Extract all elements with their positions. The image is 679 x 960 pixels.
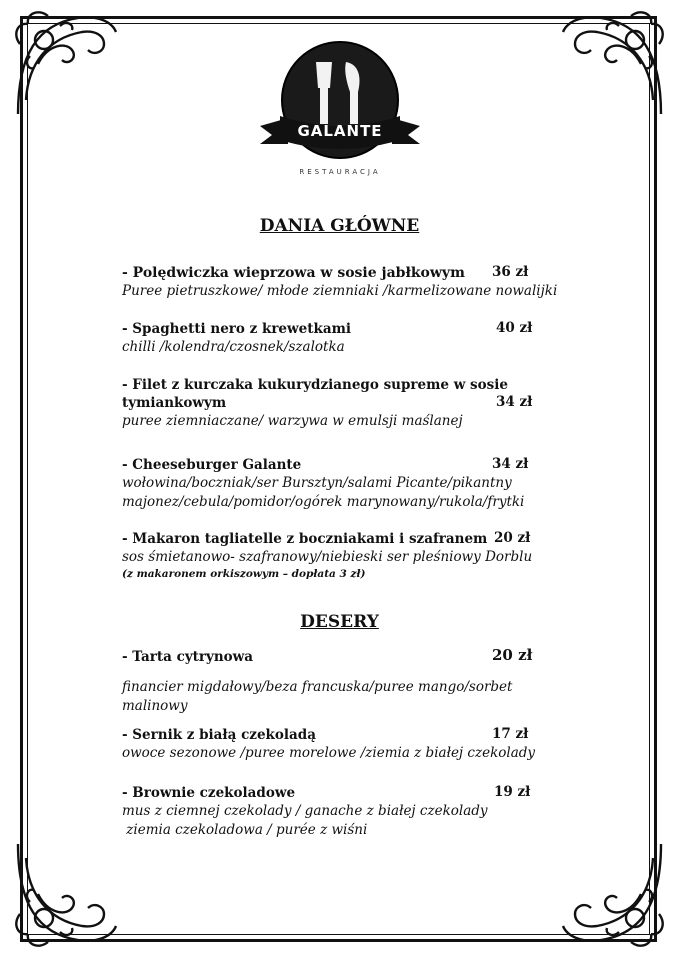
ornament-corner-top-right: [551, 4, 671, 124]
item-price: 17 zł: [492, 726, 529, 742]
restaurant-logo: [258, 40, 422, 190]
ornament-corner-top-left: [8, 4, 128, 124]
item-description: mus z ciemnej czekolady / ganache z białej czekolady: [122, 803, 488, 819]
item-description: owoce sezonowe /puree morelowe /ziemia z białej czekolady: [122, 745, 536, 761]
item-name: - Filet z kurczaka kukurydzianego supreme w sosie: [122, 377, 508, 393]
item-price: 34 zł: [492, 456, 529, 472]
item-description: wołowina/boczniak/ser Bursztyn/salami Picante/pikantny: [122, 475, 512, 491]
item-price: 20 zł: [492, 646, 533, 664]
item-name: - Tarta cytrynowa: [122, 649, 254, 665]
item-description: malinowy: [122, 698, 188, 714]
item-note: (z makaronem orkiszowym – dopłata 3 zł): [122, 568, 366, 580]
item-description: majonez/cebula/pomidor/ogórek marynowany/rukola/frytki: [122, 494, 525, 510]
section-title-desserts: DESERY: [300, 612, 379, 632]
logo-emblem-icon: [258, 40, 422, 170]
item-name: - Makaron tagliatelle z boczniakami i szafranem: [122, 531, 488, 547]
item-price: 40 zł: [496, 320, 533, 336]
item-price: 36 zł: [492, 264, 529, 280]
item-price: 19 zł: [494, 784, 531, 800]
item-price: 20 zł: [494, 530, 531, 546]
item-description: Puree pietruszkowe/ młode ziemniaki /karmelizowane nowalijki: [122, 283, 558, 299]
ornament-corner-bottom-left: [8, 834, 128, 954]
item-name-continued: tymiankowym: [122, 395, 227, 411]
item-description: sos śmietanowo- szafranowy/niebieski ser pleśniowy Dorblu: [122, 549, 533, 565]
item-price: 34 zł: [496, 394, 533, 410]
logo-subtitle: RESTAURACJA: [299, 168, 381, 176]
item-description: financier migdałowy/beza francuska/puree mango/sorbet: [122, 679, 513, 695]
item-description: puree ziemniaczane/ warzywa w emulsji maślanej: [122, 413, 463, 429]
item-description: chilli /kolendra/czosnek/szalotka: [122, 339, 345, 355]
item-name: - Cheeseburger Galante: [122, 457, 302, 473]
item-name: - Spaghetti nero z krewetkami: [122, 321, 351, 337]
ornament-corner-bottom-right: [551, 834, 671, 954]
section-title-main: DANIA GŁÓWNE: [259, 216, 420, 236]
item-name: - Sernik z białą czekoladą: [122, 727, 316, 743]
item-name: - Brownie czekoladowe: [122, 785, 296, 801]
logo-name: GALANTE: [297, 122, 383, 140]
item-description: ziemia czekoladowa / purée z wiśni: [122, 822, 368, 838]
item-name: - Polędwiczka wieprzowa w sosie jabłkowym: [122, 265, 465, 281]
